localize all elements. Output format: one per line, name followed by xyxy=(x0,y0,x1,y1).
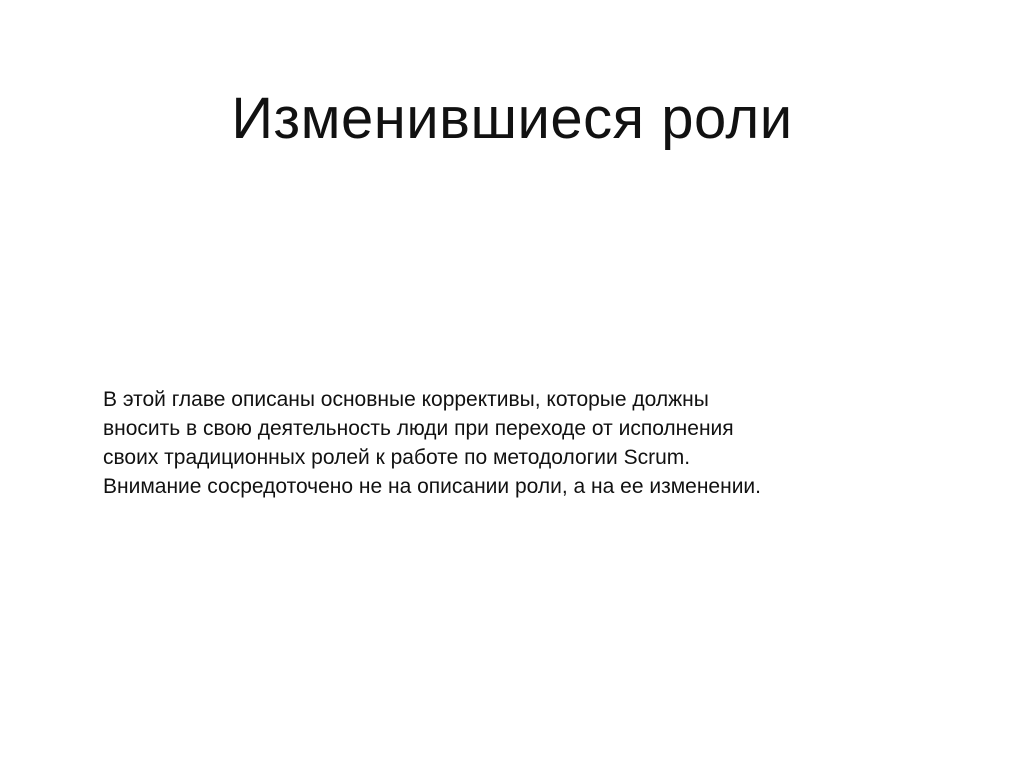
body-line: вносить в свою деятельность люди при переходе от исполнения xyxy=(103,417,734,440)
body-line: Внимание сосредоточено не на описании роли, а на ее изменении. xyxy=(103,475,761,498)
slide-body-text xyxy=(103,385,963,501)
slide-title: Изменившиеся роли xyxy=(231,86,793,151)
body-line: своих традиционных ролей к работе по методологии Scrum. xyxy=(103,446,691,469)
body-line: В этой главе описаны основные коррективы, которые должны xyxy=(103,388,709,411)
